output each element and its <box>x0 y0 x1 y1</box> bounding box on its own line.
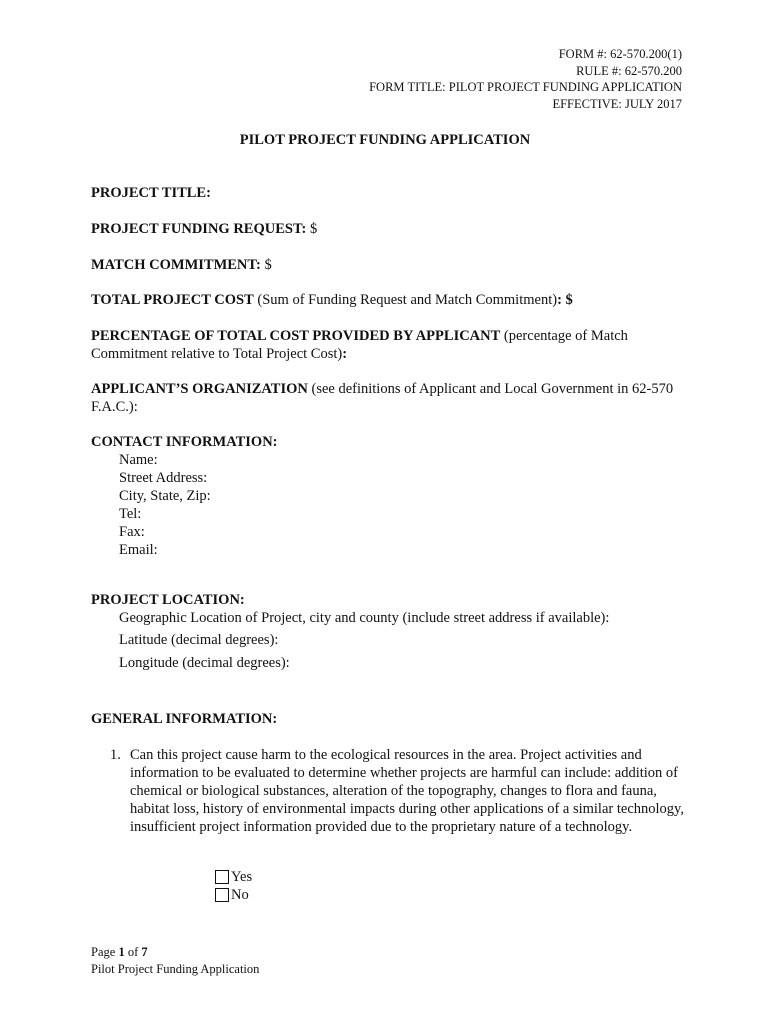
percentage-colon: : <box>342 346 348 362</box>
contact-section <box>91 433 691 559</box>
total-cost-note: (Sum of Funding Request and Match Commitment) <box>257 292 558 308</box>
contact-fax: Fax: <box>119 524 145 540</box>
contact-name: Name: <box>119 452 158 468</box>
location-latitude: Latitude (decimal degrees): <box>119 632 279 648</box>
contact-heading: CONTACT INFORMATION: <box>91 434 278 450</box>
document-title: PILOT PROJECT FUNDING APPLICATION <box>239 132 531 148</box>
organization-label: APPLICANT’S ORGANIZATION <box>91 381 308 397</box>
page-of: of <box>127 945 139 959</box>
total-cost-currency: : $ <box>557 292 573 308</box>
total-cost-field <box>91 291 691 309</box>
page-footer <box>91 944 259 978</box>
question-1-number: 1. <box>110 747 121 763</box>
percentage-note: (percentage of Match Commitment relative to Total Project Cost) <box>91 328 628 362</box>
match-commitment-currency: $ <box>264 257 272 273</box>
location-section <box>91 591 691 672</box>
funding-request-field <box>91 220 691 238</box>
page-prefix: Page <box>91 945 116 959</box>
project-title-label: PROJECT TITLE: <box>91 185 211 201</box>
location-geographic: Geographic Location of Project, city and county (include street address if available): <box>119 610 610 626</box>
option-yes[interactable] <box>215 868 252 886</box>
percentage-label: PERCENTAGE OF TOTAL COST PROVIDED BY APPLICANT <box>91 328 501 344</box>
contact-street: Street Address: <box>119 470 208 486</box>
organization-field <box>91 380 691 416</box>
question-1-text: Can this project cause harm to the ecological resources in the area. Project activities and information to be evaluated to determine whether projects are harmful can include: addition of chemical or biological substances, alteration of the topography, changes to flora and fauna, habitat loss, history of environmental impacts during other applications of a similar technology, insufficient project information provided due to the proprietary nature of a technology. <box>130 747 684 835</box>
match-commitment-label: MATCH COMMITMENT: <box>91 257 261 273</box>
location-longitude: Longitude (decimal degrees): <box>119 655 290 671</box>
question-1 <box>110 746 685 836</box>
page-current: 1 <box>118 945 125 959</box>
option-no-label: No <box>231 887 249 903</box>
funding-request-label: PROJECT FUNDING REQUEST: <box>91 221 307 237</box>
form-title: FORM TITLE: PILOT PROJECT FUNDING APPLICATION <box>369 80 682 94</box>
page-number <box>91 944 259 961</box>
rule-number: RULE #: 62-570.200 <box>576 63 682 78</box>
total-cost-label: TOTAL PROJECT COST <box>91 292 254 308</box>
match-commitment-field <box>91 256 691 274</box>
contact-email: Email: <box>119 542 158 558</box>
general-heading: GENERAL INFORMATION: <box>91 711 278 727</box>
funding-request-currency: $ <box>310 221 318 237</box>
option-yes-label: Yes <box>231 869 253 885</box>
question-1-options <box>215 868 252 904</box>
checkbox-yes[interactable] <box>215 870 229 884</box>
checkbox-no[interactable] <box>215 888 229 902</box>
percentage-field <box>91 327 691 363</box>
form-number: FORM #: 62-570.200(1) <box>558 47 682 61</box>
organization-note: (see definitions of Applicant and Local Government in 62-570 F.A.C.): <box>91 381 674 415</box>
footer-doc-name: Pilot Project Funding Application <box>91 962 260 976</box>
effective-date: EFFECTIVE: JULY 2017 <box>552 96 682 111</box>
form-header <box>369 46 682 112</box>
location-heading: PROJECT LOCATION: <box>91 592 245 608</box>
contact-city: City, State, Zip: <box>119 488 211 504</box>
contact-tel: Tel: <box>119 506 142 522</box>
option-no[interactable] <box>215 886 252 904</box>
page-total: 7 <box>141 945 148 959</box>
